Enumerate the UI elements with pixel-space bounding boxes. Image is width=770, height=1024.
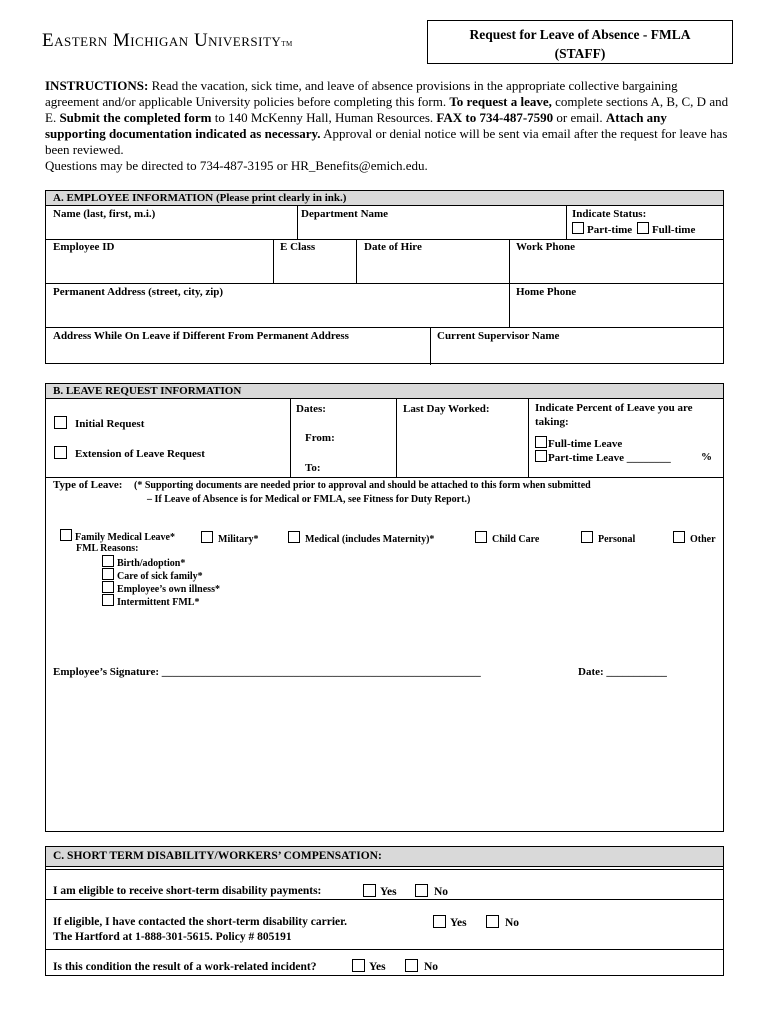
initial-request-option[interactable]	[54, 416, 144, 431]
instructions-bold-1: To request a leave,	[449, 94, 552, 109]
work-related-no-label: No	[424, 961, 439, 973]
reason-intermittent-checkbox[interactable]	[102, 594, 114, 606]
divider	[509, 239, 510, 327]
other-option[interactable]	[673, 531, 716, 546]
other-label: Other	[690, 534, 716, 545]
divider	[46, 283, 723, 284]
status-label: Indicate Status:	[572, 208, 647, 220]
divider	[528, 398, 529, 477]
carrier-contacted-no-checkbox[interactable]	[486, 915, 499, 928]
instructions-text-2: complete sections A, B, C, D and E.	[45, 94, 729, 125]
reason-intermittent-label: Intermittent FML*	[117, 597, 200, 608]
percent-label-1: Indicate Percent of Leave you are	[535, 402, 693, 414]
form-title: Request for Leave of Absence - FMLA	[469, 27, 691, 42]
instructions-text-5: Approval or denial notice will be sent via email after the request for leave has been reviewed.	[45, 126, 728, 157]
reason-own-label: Employee’s own illness*	[117, 584, 220, 595]
work-related-yes-label: Yes	[369, 961, 386, 973]
logo-trademark: TM	[281, 40, 293, 48]
form-title-box	[427, 20, 733, 64]
initial-request-checkbox[interactable]	[54, 416, 67, 429]
std-eligible-yes-label: Yes	[380, 886, 397, 898]
instructions-bold-3: FAX to 734-487-7590	[436, 110, 554, 125]
carrier-contacted-yes[interactable]	[433, 915, 467, 930]
type-note-2: – If Leave of Absence is for Medical or FMLA, see Fitness for Duty Report.)	[147, 494, 471, 505]
employee-signature-field[interactable]: Employee’s Signature: __________________________________________________________	[53, 666, 481, 678]
reason-intermittent-option[interactable]	[102, 594, 199, 609]
part-time-checkbox[interactable]	[572, 222, 584, 234]
divider	[396, 398, 397, 477]
leave-address-field[interactable]: Address While On Leave if Different From Permanent Address	[53, 330, 349, 342]
military-label: Military*	[218, 534, 259, 545]
form-subtitle: (STAFF)	[554, 46, 606, 61]
instructions-lead: INSTRUCTIONS:	[45, 78, 149, 93]
extension-option[interactable]	[54, 446, 205, 461]
reason-birth-label: Birth/adoption*	[117, 558, 186, 569]
divider	[46, 899, 723, 900]
carrier-contacted-question: If eligible, I have contacted the short-term disability carrier.	[53, 916, 348, 928]
child-care-label: Child Care	[492, 534, 540, 545]
other-checkbox[interactable]	[673, 531, 685, 543]
from-date-field[interactable]: From:	[305, 432, 335, 444]
e-class-field[interactable]: E Class	[280, 241, 316, 253]
personal-option[interactable]	[581, 531, 635, 546]
dates-label: Dates:	[296, 403, 326, 415]
divider	[356, 239, 357, 283]
personal-checkbox[interactable]	[581, 531, 593, 543]
family-medical-checkbox[interactable]	[60, 529, 72, 541]
military-checkbox[interactable]	[201, 531, 213, 543]
university-logo	[42, 30, 293, 52]
carrier-info: The Hartford at 1-888-301-5615. Policy # 805191	[53, 931, 292, 943]
department-field[interactable]: Department Name	[301, 208, 389, 220]
instructions-text-4: or email.	[553, 110, 606, 125]
divider	[46, 327, 723, 328]
logo-text: Eastern Michigan University	[42, 30, 282, 51]
parttime-leave-checkbox[interactable]	[535, 450, 547, 462]
section-c	[45, 846, 724, 976]
percent-sign: %	[701, 451, 712, 463]
fulltime-leave-label: Full-time Leave	[548, 438, 623, 450]
instructions-bold-4: Attach any supporting documentation indicated as necessary.	[45, 110, 667, 141]
reason-birth-checkbox[interactable]	[102, 555, 114, 567]
std-eligible-no[interactable]	[415, 884, 448, 899]
instructions-text-1: Read the vacation, sick time, and leave of absence provisions in the appropriate collective bargaining agreement and/or applicable University policies before completing this form.	[45, 78, 678, 109]
work-related-no[interactable]	[405, 959, 438, 974]
instructions-questions: Questions may be directed to 734-487-3195 or HR_Benefits@emich.edu.	[45, 158, 428, 173]
child-care-checkbox[interactable]	[475, 531, 487, 543]
divider	[46, 869, 723, 870]
signature-date-field[interactable]: Date: ___________	[578, 666, 667, 678]
instructions-bold-2: Submit the completed form	[59, 110, 212, 125]
work-related-yes-checkbox[interactable]	[352, 959, 365, 972]
extension-label: Extension of Leave Request	[75, 448, 205, 460]
medical-label: Medical (includes Maternity)*	[305, 534, 435, 545]
work-related-question: Is this condition the result of a work-related incident?	[53, 961, 317, 973]
fulltime-leave-checkbox[interactable]	[535, 436, 547, 448]
carrier-contacted-yes-checkbox[interactable]	[433, 915, 446, 928]
parttime-leave-option[interactable]	[535, 450, 671, 465]
std-eligible-no-checkbox[interactable]	[415, 884, 428, 897]
std-eligible-question: I am eligible to receive short-term disability payments:	[53, 885, 322, 897]
section-b	[45, 383, 724, 832]
full-time-label: Full-time	[651, 224, 696, 236]
supervisor-field[interactable]: Current Supervisor Name	[437, 330, 560, 342]
std-eligible-yes[interactable]	[363, 884, 397, 899]
divider	[297, 205, 298, 239]
personal-label: Personal	[598, 534, 636, 545]
std-eligible-yes-checkbox[interactable]	[363, 884, 376, 897]
work-related-yes[interactable]	[352, 959, 386, 974]
type-note-1: (* Supporting documents are needed prior to approval and should be attached to this form when submitted	[134, 480, 591, 491]
status-options	[572, 222, 695, 237]
work-related-no-checkbox[interactable]	[405, 959, 418, 972]
home-phone-field[interactable]: Home Phone	[516, 286, 577, 298]
medical-option[interactable]	[288, 531, 434, 546]
reason-care-label: Care of sick family*	[117, 571, 203, 582]
section-c-heading: C. SHORT TERM DISABILITY/WORKERS’ COMPENSATION:	[46, 847, 723, 867]
divider	[290, 398, 291, 477]
part-time-label: Part-time	[587, 224, 633, 236]
reason-care-checkbox[interactable]	[102, 568, 114, 580]
fulltime-leave-option[interactable]	[535, 436, 622, 451]
section-a	[45, 190, 724, 364]
reason-own-checkbox[interactable]	[102, 581, 114, 593]
instructions-text-3: to 140 McKenny Hall, Human Resources.	[211, 110, 437, 125]
divider	[273, 239, 274, 283]
divider	[430, 327, 431, 365]
military-option[interactable]	[201, 531, 259, 546]
divider	[46, 239, 723, 240]
medical-checkbox[interactable]	[288, 531, 300, 543]
name-field[interactable]: Name (last, first, m.i.)	[53, 208, 156, 220]
std-eligible-no-label: No	[434, 886, 449, 898]
work-phone-field[interactable]: Work Phone	[516, 241, 575, 253]
date-of-hire-field[interactable]: Date of Hire	[364, 241, 422, 253]
carrier-contacted-yes-label: Yes	[450, 917, 467, 929]
section-a-heading: A. EMPLOYEE INFORMATION (Please print clearly in ink.)	[46, 191, 723, 206]
carrier-contacted-no[interactable]	[486, 915, 519, 930]
percent-label-2: taking:	[535, 416, 569, 428]
divider	[46, 949, 723, 950]
section-b-heading: B. LEAVE REQUEST INFORMATION	[46, 384, 723, 399]
last-day-worked-field[interactable]: Last Day Worked:	[403, 403, 490, 415]
family-medical-label: Family Medical Leave*	[75, 532, 175, 543]
instructions-paragraph	[45, 78, 730, 158]
instructions	[45, 78, 730, 174]
carrier-contacted-no-label: No	[505, 917, 520, 929]
parttime-leave-label: Part-time Leave ________	[548, 452, 671, 464]
fml-reasons-label: FML Reasons:	[76, 543, 139, 554]
employee-id-field[interactable]: Employee ID	[53, 241, 115, 253]
full-time-checkbox[interactable]	[637, 222, 649, 234]
child-care-option[interactable]	[475, 531, 539, 546]
type-of-leave-label: Type of Leave:	[53, 479, 123, 491]
permanent-address-field[interactable]: Permanent Address (street, city, zip)	[53, 286, 224, 298]
extension-checkbox[interactable]	[54, 446, 67, 459]
divider	[46, 477, 723, 478]
initial-request-label: Initial Request	[75, 418, 145, 430]
divider	[566, 205, 567, 239]
to-date-field[interactable]: To:	[305, 462, 321, 474]
